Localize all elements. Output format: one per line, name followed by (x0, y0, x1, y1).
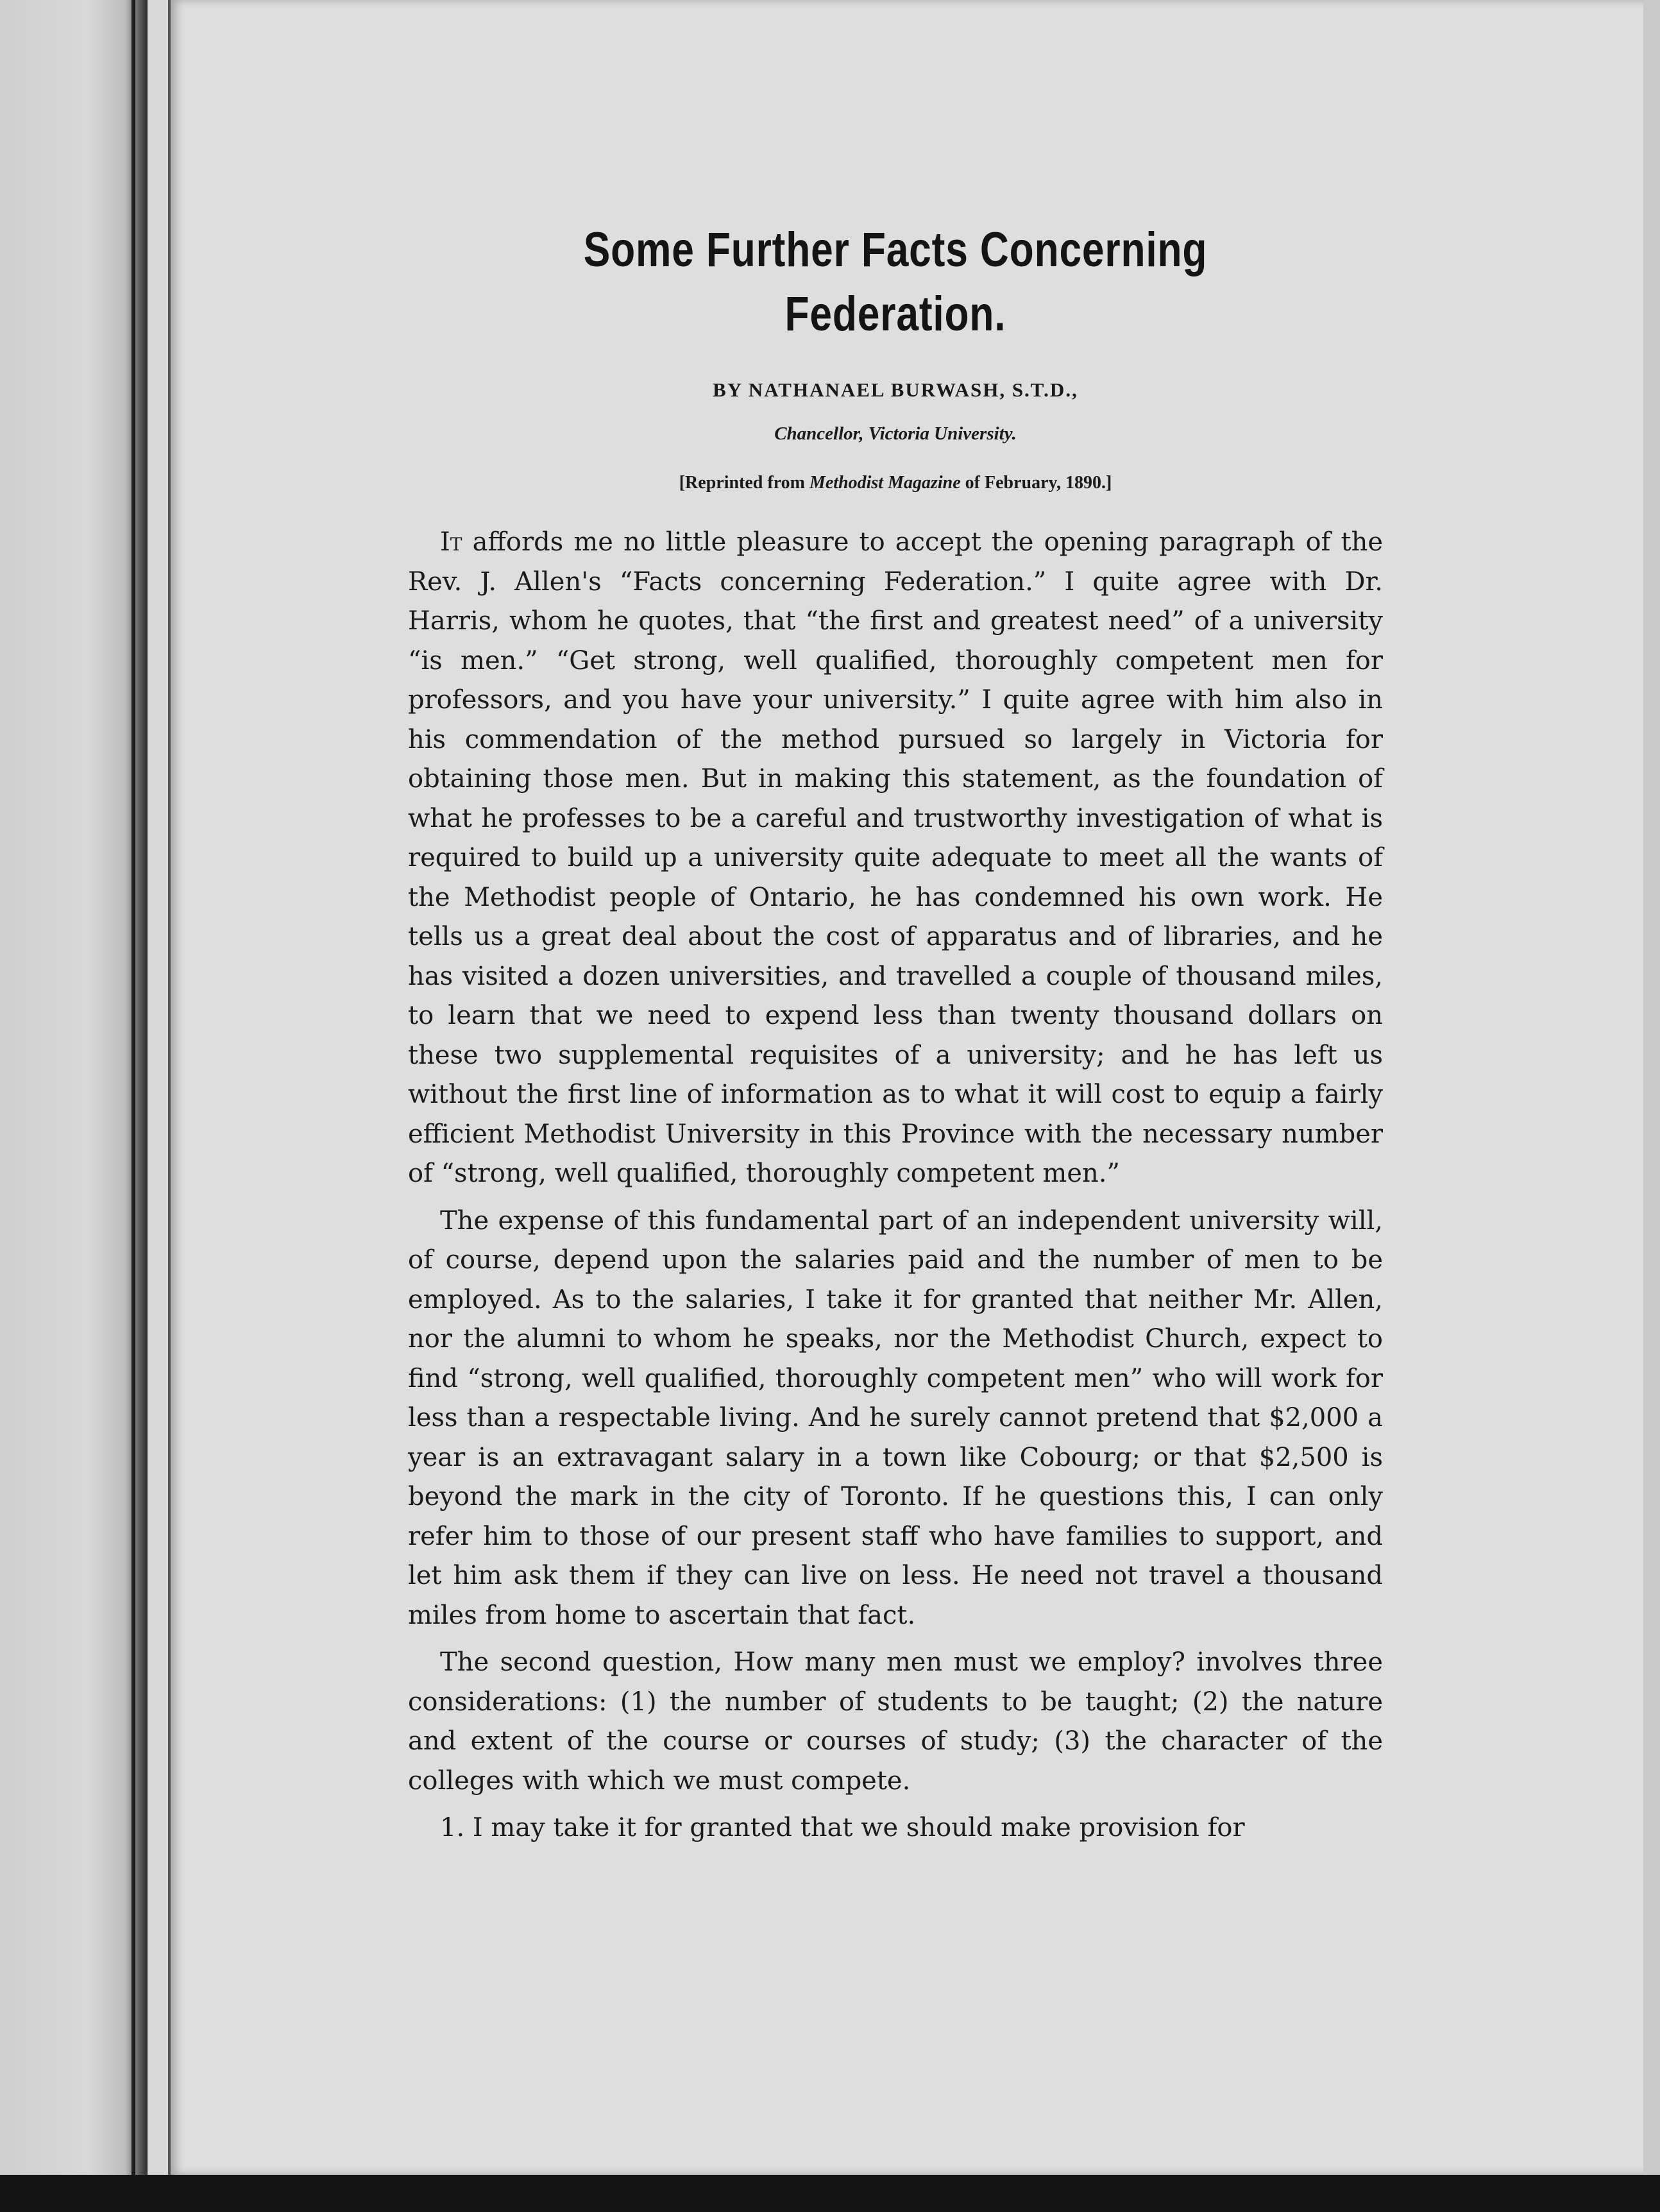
paragraph-text: affords me no little pleasure to accept the opening paragraph of the Rev. J. Allen's “Facts concerning Federation.” I quite agree with Dr. Harris, whom he quotes, that “the first and greatest need” of a university “is men.” “Get strong, well qualified, thoroughly competent men for professors, and you have your university.” I quite agree with him also in his commendation of the method pursued so largely in Victoria for obtaining those men. But in making this statement, as the foundation of what he professes to be a careful and trustworthy investigation of what is required to build up a university quite adequate to meet all the wants of the Methodist people of Ontario, he has condemned his own work. He tells us a great deal about the cost of apparatus and of libraries, and he has visited a dozen universities, and travelled a couple of thousand miles, to learn that we need to expend less than twenty thousand dollars on these two supplemental requisites of a university; and he has left us without the first line of information as to what it will cost to equip a fairly efficient Methodist University in this Province with the necessary number of “strong, well qualified, thoroughly competent men.” (408, 527, 1383, 1188)
paragraph (408, 1808, 1383, 1848)
reprint-note-rest: of February, 1890.] (960, 473, 1112, 493)
author-byline: BY NATHANAEL BURWASH, S.T.D., (713, 379, 1078, 401)
paragraph (408, 523, 1383, 1194)
page-right-edge (1643, 0, 1660, 2212)
reprint-note-open: [Reprinted from (679, 473, 809, 493)
paragraph-text: The expense of this fundamental part of an independent university will, of course, depend upon the salaries paid and the number of men to be employed. As to the salaries, I take it for granted that neither Mr. Allen, nor the alumni to whom he speaks, nor the Methodist Church, expect to find “strong, well qualified, thoroughly competent men” who will work for less than a respectable living. And he surely cannot pretend that $2,000 a year is an extravagant salary in a town like Cobourg; or that $2,500 is beyond the mark in the city of Toronto. If he questions this, I can only refer him to those of our present staff who have families to support, and let him ask them if they can live on less. He need not travel a thousand miles from home to ascertain that fact. (408, 1205, 1383, 1630)
paragraph (408, 1643, 1383, 1801)
paragraph-text: The second question, How many men must we employ? involves three considerations: (1) the number of students to be taught; (2) the nature and extent of the course or courses of study; (3) the character of the colleges with which we must compete. (408, 1647, 1383, 1796)
article (408, 218, 1383, 1856)
paragraph-lead: It (440, 527, 462, 557)
reprint-note (408, 473, 1383, 493)
paragraph (408, 1202, 1383, 1636)
scan-bottom-border (0, 2175, 1660, 2212)
article-title: Some Further Facts Concerning Federation. (583, 223, 1208, 341)
reprint-magazine: Methodist Magazine (809, 473, 961, 493)
article-body (408, 523, 1383, 1848)
paragraph-text: 1. I may take it for granted that we should make provision for (440, 1813, 1245, 1842)
facing-page-edge (0, 0, 148, 2212)
book-gutter (131, 0, 135, 2212)
author-affiliation: Chancellor, Victoria University. (774, 423, 1017, 444)
